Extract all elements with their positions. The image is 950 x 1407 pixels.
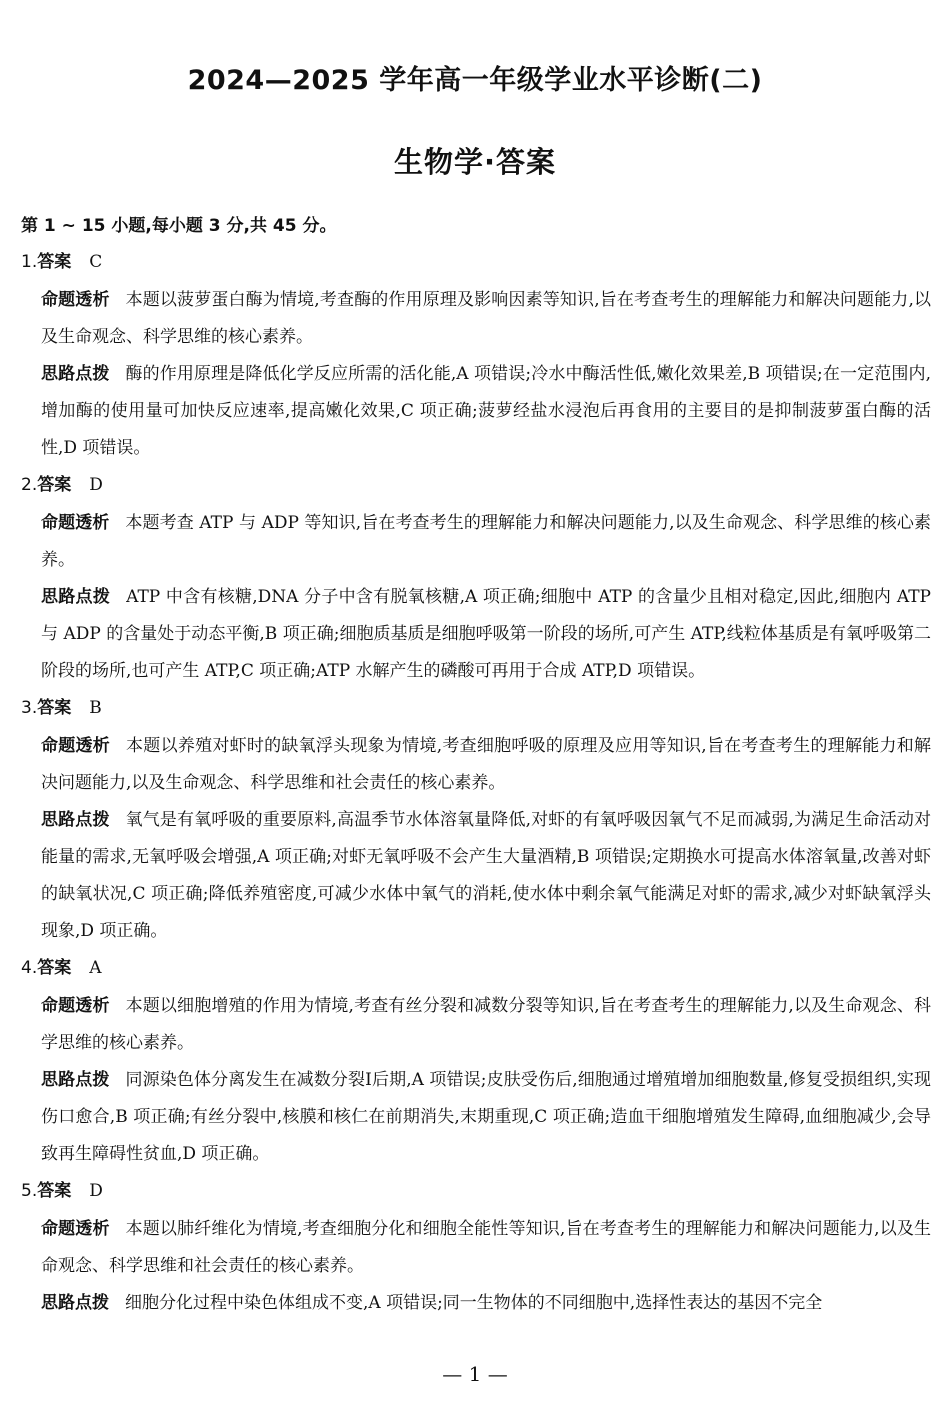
hint-text: 细胞分化过程中染色体组成不变,A 项错误;同一生物体的不同细胞中,选择性表达的基因不完全 bbox=[125, 1293, 823, 1313]
answer-choice: B bbox=[89, 698, 102, 718]
hint-label: 思路点拨 bbox=[41, 364, 110, 384]
question-block-3 bbox=[21, 694, 931, 950]
question-number: 1. bbox=[21, 252, 38, 272]
hint-paragraph bbox=[41, 802, 931, 950]
hint-label: 思路点拨 bbox=[41, 1070, 110, 1090]
question-number: 4. bbox=[21, 958, 38, 978]
analysis-paragraph bbox=[41, 282, 931, 356]
analysis-paragraph bbox=[41, 505, 931, 579]
hint-label: 思路点拨 bbox=[41, 587, 111, 607]
analysis-paragraph bbox=[41, 1211, 931, 1285]
question-number: 2. bbox=[21, 475, 38, 495]
answer-content bbox=[21, 212, 931, 1322]
answer-choice: D bbox=[89, 475, 103, 495]
question-block-4 bbox=[21, 954, 931, 1173]
hint-paragraph bbox=[41, 579, 931, 690]
hint-text: 氧气是有氧呼吸的重要原料,高温季节水体溶氧量降低,对虾的有氧呼吸因氧气不足而减弱,为满足生命活动对能量的需求,无氧呼吸会增强,A 项正确;对虾无氧呼吸不会产生大量酒精,B 项错误;定期换水可提高水体溶氧量,改善对虾的缺氧状况,C 项正确;降低养殖密度,可减少水体中氧气的消耗,使水体中剩余氧气能满足对虾的需求,减少对虾缺氧浮头现象,D 项正确。 bbox=[41, 810, 932, 941]
answer-label: 答案 bbox=[37, 475, 72, 495]
analysis-paragraph bbox=[41, 728, 931, 802]
question-header bbox=[21, 471, 931, 499]
analysis-text: 本题考查 ATP 与 ADP 等知识,旨在考查考生的理解能力和解决问题能力,以及生命观念、科学思维的核心素养。 bbox=[41, 513, 931, 570]
question-header bbox=[21, 1177, 931, 1205]
question-number: 5. bbox=[21, 1181, 38, 1201]
analysis-text: 本题以养殖对虾时的缺氧浮头现象为情境,考查细胞呼吸的原理及应用等知识,旨在考查考生的理解能力和解决问题能力,以及生命观念、科学思维和社会责任的核心素养。 bbox=[41, 736, 932, 793]
hint-text: 酶的作用原理是降低化学反应所需的活化能,A 项错误;冷水中酶活性低,嫩化效果差,B 项错误;在一定范围内,增加酶的使用量可加快反应速率,提高嫩化效果,C 项正确;菠萝经盐水浸泡后再食用的主要目的是抑制菠萝蛋白酶的活性,D 项错误。 bbox=[41, 364, 932, 458]
section-intro: 第 1 ~ 15 小题,每小题 3 分,共 45 分。 bbox=[21, 216, 337, 236]
analysis-label: 命题透析 bbox=[41, 513, 110, 533]
hint-paragraph bbox=[41, 356, 931, 467]
answer-label: 答案 bbox=[37, 698, 72, 718]
document-title: 2024—2025 学年高一年级学业水平诊断(二) bbox=[187, 65, 763, 96]
analysis-text: 本题以细胞增殖的作用为情境,考查有丝分裂和减数分裂等知识,旨在考查考生的理解能力,以及生命观念、科学思维的核心素养。 bbox=[41, 996, 932, 1053]
analysis-label: 命题透析 bbox=[41, 290, 110, 310]
analysis-label: 命题透析 bbox=[41, 996, 110, 1016]
answer-choice: A bbox=[89, 958, 102, 978]
hint-paragraph bbox=[41, 1062, 931, 1173]
question-block-2 bbox=[21, 471, 931, 690]
question-block-1 bbox=[21, 248, 931, 467]
question-header bbox=[21, 694, 931, 722]
answer-choice: C bbox=[89, 252, 103, 272]
hint-text: ATP 中含有核糖,DNA 分子中含有脱氧核糖,A 项正确;细胞中 ATP 的含量少且相对稳定,因此,细胞内 ATP 与 ADP 的含量处于动态平衡,B 项正确;细胞质基质是细胞呼吸第一阶段的场所,可产生 ATP,线粒体基质是有氧呼吸第二阶段的场所,也可产生 ATP,C 项正确;ATP 水解产生的磷酸可再用于合成 ATP,D 项错误。 bbox=[41, 587, 931, 681]
hint-label: 思路点拨 bbox=[41, 1293, 109, 1313]
page-number: — 1 — bbox=[442, 1362, 508, 1386]
question-header bbox=[21, 248, 931, 276]
hint-label: 思路点拨 bbox=[41, 810, 110, 830]
document-subtitle: 生物学·答案 bbox=[393, 145, 557, 179]
question-header bbox=[21, 954, 931, 982]
analysis-label: 命题透析 bbox=[41, 736, 111, 756]
answer-label: 答案 bbox=[37, 252, 72, 272]
answer-label: 答案 bbox=[37, 1181, 72, 1201]
hint-paragraph bbox=[41, 1285, 931, 1322]
answer-label: 答案 bbox=[37, 958, 72, 978]
question-block-5 bbox=[21, 1177, 931, 1322]
analysis-paragraph bbox=[41, 988, 931, 1062]
hint-text: 同源染色体分离发生在减数分裂Ⅰ后期,A 项错误;皮肤受伤后,细胞通过增殖增加细胞数量,修复受损组织,实现伤口愈合,B 项正确;有丝分裂中,核膜和核仁在前期消失,末期重现,C 项正确;造血干细胞增殖发生障碍,血细胞减少,会导致再生障碍性贫血,D 项正确。 bbox=[41, 1070, 931, 1164]
question-number: 3. bbox=[21, 698, 38, 718]
analysis-text: 本题以肺纤维化为情境,考查细胞分化和细胞全能性等知识,旨在考查考生的理解能力和解决问题能力,以及生命观念、科学思维和社会责任的核心素养。 bbox=[41, 1219, 932, 1276]
answer-choice: D bbox=[89, 1181, 103, 1201]
analysis-text: 本题以菠萝蛋白酶为情境,考查酶的作用原理及影响因素等知识,旨在考查考生的理解能力和解决问题能力,以及生命观念、科学思维的核心素养。 bbox=[41, 290, 932, 347]
analysis-label: 命题透析 bbox=[41, 1219, 110, 1239]
